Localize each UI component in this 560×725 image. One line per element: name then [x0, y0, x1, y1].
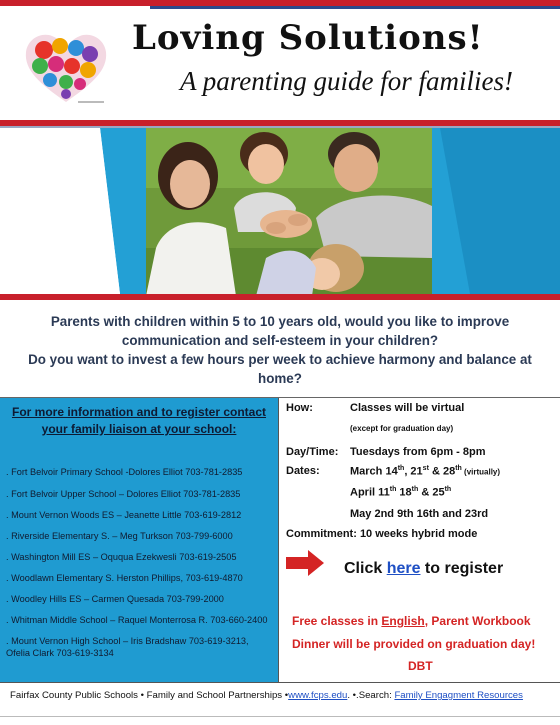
liaison-item: . Mount Vernon Woods ES – Jeanette Little 703-619-2812 — [6, 510, 242, 520]
dates-march: March 14th, 21st & 28th (virtually) — [350, 465, 501, 478]
liaison-item: . Fort Belvoir Primary School -Dolores Elliot 703-781-2835 — [6, 467, 243, 477]
page-title: Loving Solutions! — [132, 18, 484, 58]
bottom-edge — [0, 716, 560, 725]
register-line: Click here to register — [344, 560, 504, 577]
dates-may: May 2nd 9th 16th and 23rd — [350, 508, 489, 520]
liaison-item: Ofelia Clark 703-619-3134 — [6, 648, 114, 658]
liaison-item: . Mount Vernon High School – Iris Bradshaw 703-619-3213, — [6, 636, 249, 646]
commitment: Commitment: 10 weeks hybrid mode — [286, 528, 478, 540]
intro-line-2: communication and self-esteem in your children? — [121, 333, 439, 348]
top-blue-bar — [150, 6, 560, 9]
daytime-label: Day/Time: — [286, 446, 339, 458]
liaison-item: . Fort Belvoir Upper School – Dolores Elliot 703-781-2835 — [6, 489, 241, 499]
how-value: Classes will be virtual — [350, 402, 465, 414]
red-divider-bottom — [0, 294, 560, 300]
how-label: How: — [286, 402, 313, 414]
liaison-item: . Woodlawn Elementary S. Herston Phillips, 703-619-4870 — [6, 573, 243, 583]
how-note: (except for graduation day) — [350, 424, 454, 433]
dates-april: April 11th 18th & 25th — [350, 486, 452, 499]
contact-panel — [0, 398, 279, 683]
family-engagement-link[interactable]: Family Engagment Resources — [394, 690, 523, 701]
liaison-item: . Riverside Elementary S. – Meg Turkson 703-799-6000 — [6, 531, 233, 541]
offer-line-1: Free classes in English, Parent Workbook — [292, 614, 531, 628]
footer: Fairfax County Public Schools • Family and School Partnerships •www.fcps.edu. •.Search: Family Engagment Resources — [10, 690, 523, 701]
offer-line-3: DBT — [408, 659, 433, 673]
footer-divider — [0, 682, 560, 683]
family-photo — [146, 128, 432, 296]
daytime-value: Tuesdays from 6pm - 8pm — [350, 446, 486, 458]
dates-label: Dates: — [286, 465, 320, 477]
liaison-item: . Whitman Middle School – Raquel Monterrosa R. 703-660-2400 — [6, 615, 268, 625]
offer-line-2: Dinner will be provided on graduation day! — [292, 637, 536, 651]
fcps-link[interactable]: www.fcps.edu — [288, 690, 348, 701]
liaison-item: . Woodley Hills ES – Carmen Quesada 703-799-2000 — [6, 594, 224, 604]
intro-line-1: Parents with children within 5 to 10 years old, would you like to improve — [50, 314, 510, 329]
register-link[interactable]: here — [386, 560, 421, 577]
heart-hands-logo — [20, 28, 112, 108]
intro-line-3: Do you want to invest a few hours per week to achieve harmony and balance at home? — [28, 352, 532, 386]
intro-text — [20, 312, 540, 388]
right-arrow-icon — [286, 550, 324, 576]
page-subtitle: A parenting guide for families! — [180, 66, 513, 96]
english-link[interactable]: English — [381, 614, 425, 628]
liaison-item: . Washington Mill ES – Oququa Ezekwesli 703-619-2505 — [6, 552, 237, 562]
contact-heading: For more information and to register contact your family liaison at your school: — [11, 405, 267, 436]
